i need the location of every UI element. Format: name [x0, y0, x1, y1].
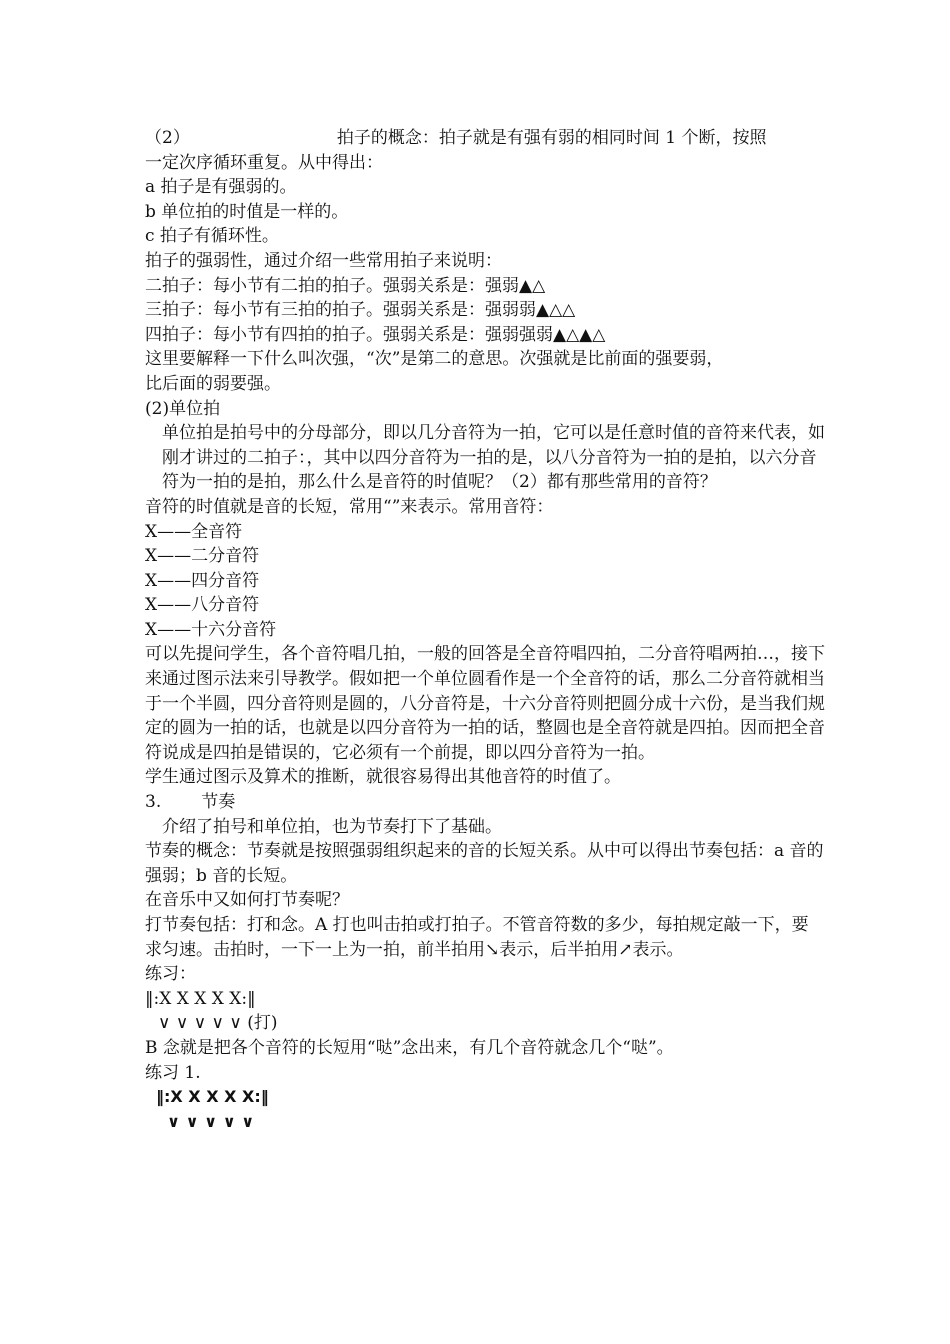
beat-paragraph: 打节奏包括：打和念。A 打也叫击拍或打拍子。不管音符数的多少，每拍规定敲一下，要求匀速。击拍时，一下一上为一拍，前半拍用↘表示，后半拍用↗表示。: [145, 915, 809, 960]
how-question: 在音乐中又如何打节奏呢？: [145, 890, 349, 911]
practice-marks: ∨ ∨ ∨ ∨ ∨ (打): [158, 1013, 278, 1034]
three-beat-line: 三拍子：每小节有三拍的拍子。强弱关系是：强弱弱▲△△: [145, 300, 576, 321]
section-number: （2）: [145, 128, 190, 148]
document-body: [145, 126, 825, 1134]
note-whole: X——全音符: [145, 521, 243, 542]
rhythm-heading: [145, 790, 825, 815]
paragraph-beat-concept-line2: 一定次序循环重复。从中得出：: [145, 152, 383, 173]
rhythm-concept: 节奏的概念：节奏就是按照强弱组织起来的音的长短关系。从中可以得出节奏包括：a 音的强弱；b 音的长短。: [145, 841, 824, 886]
four-beat-line: 四拍子：每小节有四拍的拍子。强弱关系是：强弱强弱▲△▲△: [145, 324, 606, 345]
two-beat-line: 二拍子：每小节有二拍的拍子。强弱关系是：强弱▲△: [145, 275, 546, 296]
practice1-marks: ∨ ∨ ∨ ∨ ∨: [167, 1111, 255, 1131]
list-item-b: b 单位拍的时值是一样的。: [145, 201, 349, 222]
rhythm-number: 3.: [145, 792, 162, 813]
note-half: X——二分音符: [145, 546, 260, 567]
unit-beat-paragraph: 单位拍是拍号中的分母部分，即以几分音符为一拍，它可以是任意时值的音符来代表，如刚才讲过的二拍子：，其中以四分音符为一拍的是，以八分音符为一拍的是拍，以六分音符为一拍的是拍，那么什么是音符的时值呢？（2）都有那些常用的音符？: [162, 423, 825, 493]
rhythm-title: 节奏: [201, 792, 236, 813]
practice1-notes: ‖:X X X X X:‖: [156, 1087, 269, 1107]
practice-label: 练习：: [145, 964, 196, 985]
practice1-label: 练习 1.: [145, 1062, 201, 1083]
sub-strong-line2: 比后面的弱要强。: [145, 373, 281, 394]
note-quarter: X——四分音符: [145, 570, 260, 591]
rhythm-intro: 介绍了拍号和单位拍，也为节奏打下了基础。: [162, 816, 502, 837]
sub-strong-line1: 这里要解释一下什么叫次强，“次”是第二的意思。次强就是比前面的强要弱，: [145, 349, 724, 370]
strength-intro: 拍子的强弱性，通过介绍一些常用拍子来说明：: [145, 250, 502, 271]
list-item-a: a 拍子是有强弱的。: [145, 177, 297, 198]
teaching-paragraph: 可以先提问学生，各个音符唱几拍，一般的回答是全音符唱四拍，二分音符唱两拍…，接下来通过图示法来引导教学。假如把一个单位圆看作是一个全音符的话，那么二分音符就相当于一个半圆，四分音符则是圆的，八分音符是，十六分音符则把圆分成十六份，是当我们规定的圆为一拍的话，也就是以四分音符为一拍的话，整圆也是全音符就是四拍。因而把全音符说成是四拍是错误的，它必须有一个前提，即以四分音符为一拍。: [145, 644, 825, 763]
list-item-c: c 拍子有循环性。: [145, 226, 279, 247]
duration-intro: 音符的时值就是音的长短，常用“”来表示。常用音符：: [145, 496, 554, 517]
read-paragraph: B 念就是把各个音符的长短用“哒”念出来，有几个音符就念几个“哒”。: [145, 1037, 674, 1058]
paragraph-beat-concept-line1: （2） 拍子的概念：拍子就是有强有弱的相同时间 1 个断，按照: [145, 128, 767, 148]
student-line: 学生通过图示及算术的推断，就很容易得出其他音符的时值了。: [145, 767, 621, 788]
practice-notes: ‖:X X X X X:‖: [145, 988, 256, 1009]
unit-beat-heading: (2)单位拍: [145, 398, 221, 419]
note-eighth: X——八分音符: [145, 595, 260, 616]
note-sixteenth: X——十六分音符: [145, 619, 277, 640]
